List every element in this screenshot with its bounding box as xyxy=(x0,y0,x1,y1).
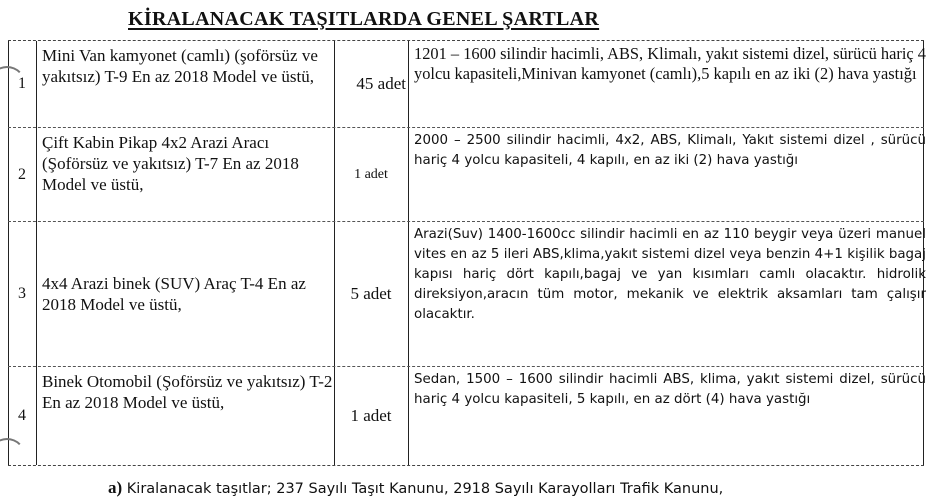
vehicle-name: Çift Kabin Pikap 4x2 Arazi Aracı (Şoförsüz ve yakıtsız) T-7 En az 2018 Model ve üstü, xyxy=(42,133,299,194)
vehicle-name: Mini Van kamyonet (camlı) (şoförsüz ve yakıtsız) T-9 En az 2018 Model ve üstü, xyxy=(42,46,318,86)
row-number: 1 xyxy=(18,75,26,92)
vehicle-specs: Arazi(Suv) 1400-1600cc silindir hacimli en az 110 beygir veya üzeri manuel vites en az 5 ileri ABS,klima,yakıt sistemi dizel veya benzin 4+1 kişilik bagaj kapısı hariç dört kapılı,bagaj ve yan kısımları camlı olacaktır. hidrolik direksiyon,aracın tüm motor, mekanik ve elektrik aksamları tam çalışır olacaktır. xyxy=(414,227,926,322)
vehicle-name: Binek Otomobil (Şoförsüz ve yakıtsız) T-2 En az 2018 Model ve üstü, xyxy=(42,372,333,412)
table-row xyxy=(8,367,924,465)
vehicle-quantity: 5 adet xyxy=(350,284,392,303)
row-number: 3 xyxy=(18,285,26,302)
clause-text: Kiralanacak taşıtlar; 237 Sayılı Taşıt Kanunu, 2918 Sayılı Karayolları Trafik Kanunu, xyxy=(126,481,724,497)
row-number: 4 xyxy=(18,407,26,424)
vehicle-specs: 1201 – 1600 silindir hacimli, ABS, Klimalı, yakıt sistemi dizel, sürücü hariç 4 yolcu kapasiteli,Minivan kamyonet (camlı),5 kapılı en az iki (2) hava yastığı xyxy=(414,44,926,83)
row-number: 2 xyxy=(18,165,26,183)
footer-clause xyxy=(108,478,723,498)
page-title: KİRALANACAK TAŞITLARDA GENEL ŞARTLAR xyxy=(128,8,600,30)
clause-marker: a) xyxy=(108,478,123,497)
vehicle-specs: 2000 – 2500 silindir hacimli, 4x2, ABS, Klimalı, Yakıt sistemi dizel , sürücü hariç 4 yolcu kapasiteli, 4 kapılı, en az iki (2) hava yastığı xyxy=(414,133,926,168)
table-row xyxy=(8,41,924,128)
vehicle-specs: Sedan, 1500 – 1600 silindir hacimli ABS, klima, yakıt sistemi dizel, sürücü hariç 4 yolcu kapasiteli, 5 kapılı, en az dört (4) hava yastığı xyxy=(414,372,926,407)
table-row xyxy=(8,128,924,222)
vehicle-quantity: 1 adet xyxy=(350,406,392,425)
vehicle-name: 4x4 Arazi binek (SUV) Araç T-4 En az 2018 Model ve üstü, xyxy=(42,274,306,314)
table-row xyxy=(8,222,924,367)
vehicle-quantity: 1 adet xyxy=(354,166,388,182)
vehicle-table xyxy=(8,40,924,466)
vehicle-quantity: 45 adet xyxy=(356,74,406,93)
